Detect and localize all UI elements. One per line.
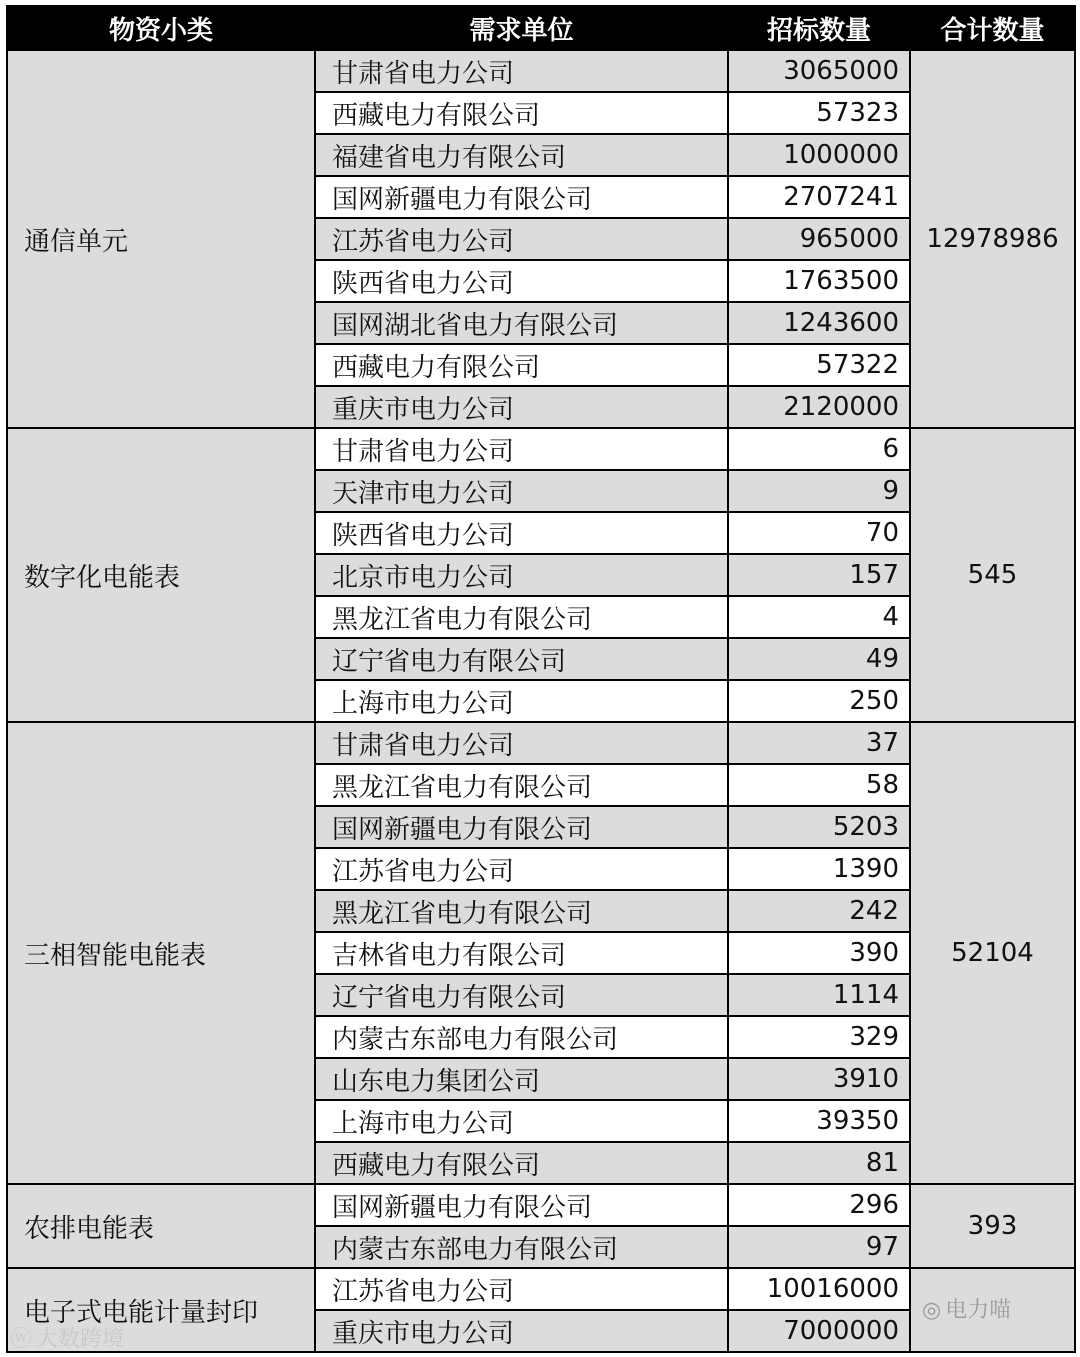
unit-cell: 西藏电力有限公司	[315, 344, 728, 386]
total-cell: 12978986	[910, 50, 1075, 428]
unit-cell: 天津市电力公司	[315, 470, 728, 512]
header-category: 物资小类	[7, 6, 315, 50]
unit-cell: 吉林省电力有限公司	[315, 932, 728, 974]
qty-cell: 1243600	[728, 302, 910, 344]
watermark-left-text: 大数跨境	[36, 1327, 125, 1352]
qty-cell: 250	[728, 680, 910, 722]
qty-cell: 5203	[728, 806, 910, 848]
unit-cell: 辽宁省电力有限公司	[315, 974, 728, 1016]
qty-cell: 2707241	[728, 176, 910, 218]
procurement-table	[6, 5, 1076, 1353]
unit-cell: 福建省电力有限公司	[315, 134, 728, 176]
qty-cell: 242	[728, 890, 910, 932]
unit-cell: 辽宁省电力有限公司	[315, 638, 728, 680]
qty-cell: 1390	[728, 848, 910, 890]
category-cell: 通信单元	[7, 50, 315, 428]
unit-cell: 西藏电力有限公司	[315, 92, 728, 134]
unit-cell: 甘肃省电力公司	[315, 428, 728, 470]
qty-cell: 57322	[728, 344, 910, 386]
qty-cell: 965000	[728, 218, 910, 260]
unit-cell: 山东电力集团公司	[315, 1058, 728, 1100]
header-total: 合计数量	[910, 6, 1075, 50]
unit-cell: 内蒙古东部电力有限公司	[315, 1016, 728, 1058]
total-cell: 545	[910, 428, 1075, 722]
weibo-icon: ⓦ	[10, 1327, 33, 1352]
table-body	[7, 50, 1075, 1352]
qty-cell: 49	[728, 638, 910, 680]
unit-cell: 江苏省电力公司	[315, 848, 728, 890]
unit-cell: 江苏省电力公司	[315, 218, 728, 260]
qty-cell: 97	[728, 1226, 910, 1268]
qty-cell: 7000000	[728, 1310, 910, 1352]
watermark-right	[922, 1293, 1011, 1324]
header-unit: 需求单位	[315, 6, 728, 50]
qty-cell: 2120000	[728, 386, 910, 428]
qty-cell: 296	[728, 1184, 910, 1226]
unit-cell: 国网新疆电力有限公司	[315, 176, 728, 218]
table-row	[7, 1184, 1075, 1226]
unit-cell: 北京市电力公司	[315, 554, 728, 596]
unit-cell: 国网湖北省电力有限公司	[315, 302, 728, 344]
table-header	[7, 6, 1075, 50]
qty-cell: 58	[728, 764, 910, 806]
qty-cell: 390	[728, 932, 910, 974]
unit-cell: 陕西省电力公司	[315, 512, 728, 554]
unit-cell: 内蒙古东部电力有限公司	[315, 1226, 728, 1268]
total-cell: 52104	[910, 722, 1075, 1184]
unit-cell: 上海市电力公司	[315, 680, 728, 722]
unit-cell: 国网新疆电力有限公司	[315, 806, 728, 848]
qty-cell: 3910	[728, 1058, 910, 1100]
unit-cell: 甘肃省电力公司	[315, 50, 728, 92]
qty-cell: 4	[728, 596, 910, 638]
watermark-left	[10, 1322, 124, 1353]
qty-cell: 39350	[728, 1100, 910, 1142]
qty-cell: 10016000	[728, 1268, 910, 1310]
watermark-right-text: 电力喵	[945, 1298, 1012, 1323]
unit-cell: 重庆市电力公司	[315, 386, 728, 428]
unit-cell: 陕西省电力公司	[315, 260, 728, 302]
category-cell: 农排电能表	[7, 1184, 315, 1268]
header-row	[7, 6, 1075, 50]
unit-cell: 黑龙江省电力有限公司	[315, 764, 728, 806]
category-cell: 电子式电能计量封印	[7, 1268, 315, 1352]
qty-cell: 37	[728, 722, 910, 764]
table-row	[7, 428, 1075, 470]
unit-cell: 黑龙江省电力有限公司	[315, 596, 728, 638]
unit-cell: 重庆市电力公司	[315, 1310, 728, 1352]
category-cell: 三相智能电能表	[7, 722, 315, 1184]
total-cell: 393	[910, 1184, 1075, 1268]
unit-cell: 西藏电力有限公司	[315, 1142, 728, 1184]
qty-cell: 57323	[728, 92, 910, 134]
qty-cell: 1114	[728, 974, 910, 1016]
header-qty: 招标数量	[728, 6, 910, 50]
qty-cell: 9	[728, 470, 910, 512]
qty-cell: 157	[728, 554, 910, 596]
qty-cell: 3065000	[728, 50, 910, 92]
qty-cell: 70	[728, 512, 910, 554]
qty-cell: 6	[728, 428, 910, 470]
table-row	[7, 722, 1075, 764]
qty-cell: 81	[728, 1142, 910, 1184]
unit-cell: 国网新疆电力有限公司	[315, 1184, 728, 1226]
table-row	[7, 1268, 1075, 1310]
wechat-icon: ◎	[922, 1298, 942, 1323]
qty-cell: 1763500	[728, 260, 910, 302]
category-cell: 数字化电能表	[7, 428, 315, 722]
unit-cell: 江苏省电力公司	[315, 1268, 728, 1310]
table-row	[7, 50, 1075, 92]
qty-cell: 329	[728, 1016, 910, 1058]
unit-cell: 黑龙江省电力有限公司	[315, 890, 728, 932]
qty-cell: 1000000	[728, 134, 910, 176]
unit-cell: 甘肃省电力公司	[315, 722, 728, 764]
unit-cell: 上海市电力公司	[315, 1100, 728, 1142]
